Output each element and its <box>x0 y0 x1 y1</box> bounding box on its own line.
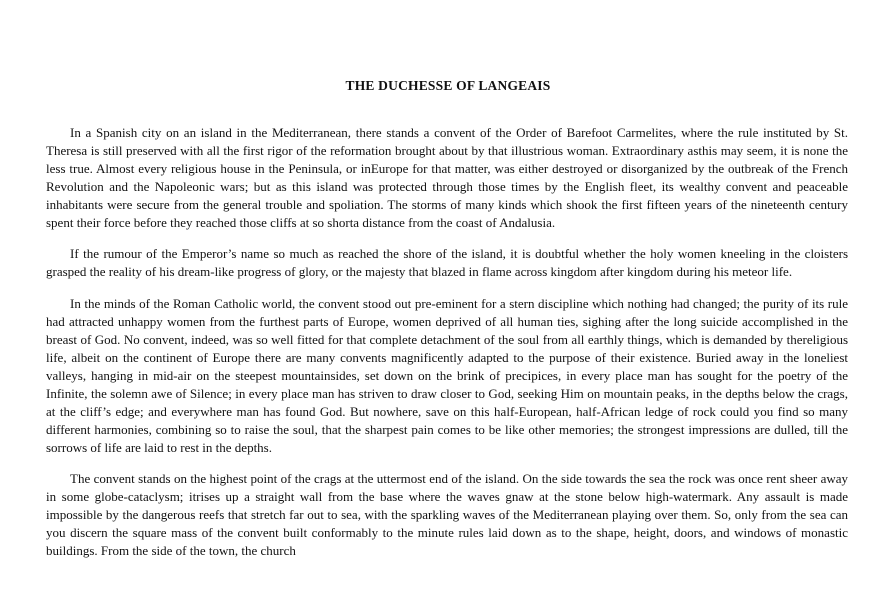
paragraph-2: If the rumour of the Emperor’s name so much as reached the shore of the island, it is doubtful whether the holy women kneeling in the cloisters grasped the reality of his dream-like progress of glory, or the majesty that blazed in flame across kingdom after kingdom during his meteor life. <box>46 246 848 280</box>
document-title: THE DUCHESSE OF LANGEAIS <box>345 78 551 93</box>
paragraph-3: In the minds of the Roman Catholic world, the convent stood out pre-eminent for a stern discipline which nothing had changed; the purity of its rule had attracted unhappy women from the furthest parts of Europe, women deprived of all human ties, sighing after the long suicide accomplished in the breast of God. No convent, indeed, was so well fitted for that complete detachment of the soul from all earthly things, which is demanded by thereligious life, albeit on the continent of Europe there are many convents magnificently adapted to the purpose of their existence. Buried away in the loneliest valleys, hanging in mid-air on the steepest mountainsides, set down on the brink of precipices, in every place man has sought for the poetry of the Infinite, the solemn awe of Silence; in every place man has striven to draw closer to God, seeking Him on mountain peaks, in the depths below the crags, at the cliff’s edge; and everywhere man has found God. But nowhere, save on this half-European, half-African ledge of rock could you find so many different harmonies, combining so to raise the soul, that the sharpest pain comes to be like other memories; the strongest impressions are dulled, till the sorrows of life are laid to rest in the depths. <box>46 296 848 455</box>
document-body <box>46 124 848 574</box>
paragraph-4: The convent stands on the highest point of the crags at the uttermost end of the island. On the side towards the sea the rock was once rent sheer away in some globe-cataclysm; itrises up a straight wall from the base where the waves gnaw at the stone below high-watermark. Any assault is made impossible by the dangerous reefs that stretch far out to sea, with the sparkling waves of the Mediterranean playing over them. So, only from the sea can you discern the square mass of the convent built conformably to the minute rules laid down as to the shape, height, doors, and windows of monastic buildings. From the side of the town, the church <box>46 471 848 559</box>
paragraph-1: In a Spanish city on an island in the Mediterranean, there stands a convent of the Order of Barefoot Carmelites, where the rule instituted by St. Theresa is still preserved with all the first rigor of the reformation brought about by that illustrious woman. Extraordinary asthis may seem, it is none the less true. Almost every religious house in the Peninsula, or inEurope for that matter, was either destroyed or disorganized by the outbreak of the French Revolution and the Napoleonic wars; but as this island was protected through those times by the English fleet, its wealthy convent and peaceable inhabitants were secure from the general trouble and spoliation. The storms of many kinds which shook the first fifteen years of the nineteenth century spent their force before they reached those cliffs at so shorta distance from the coast of Andalusia. <box>46 125 848 230</box>
